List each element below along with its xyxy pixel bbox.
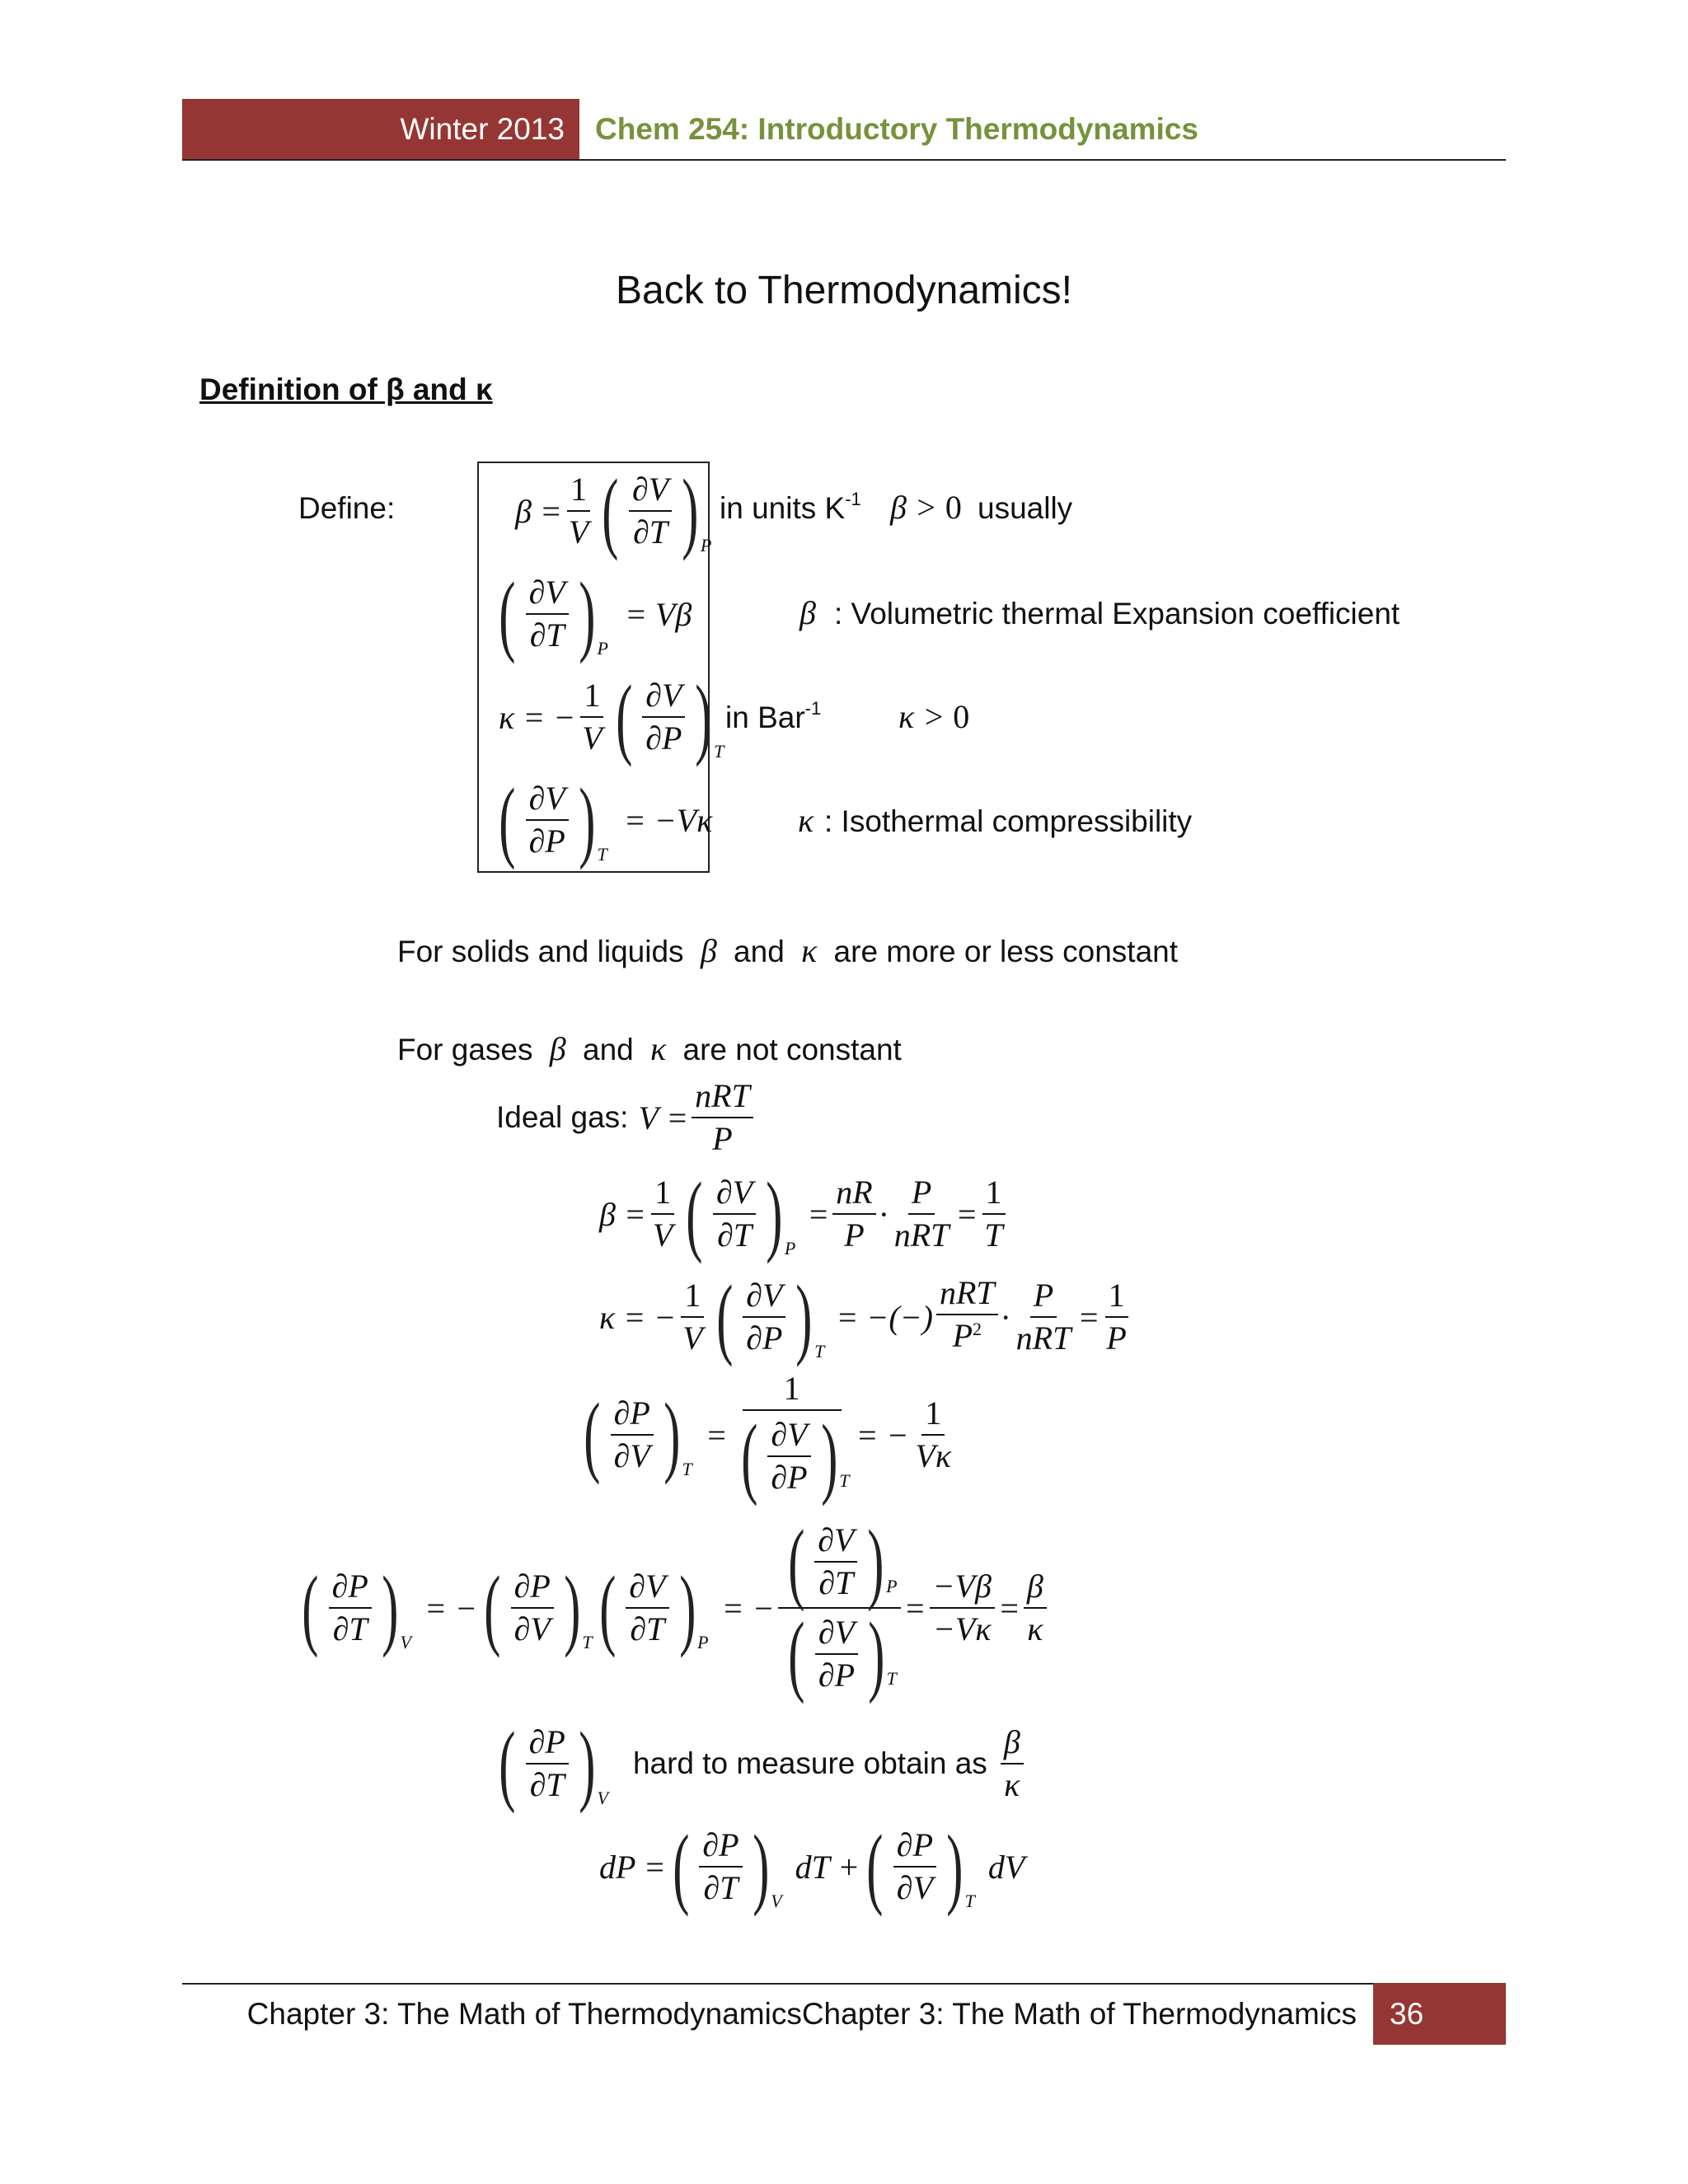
kappa-units: in Bar$^{-1}$: [725, 698, 822, 734]
eq-dvdt: ( $\frac{\partial V}{\partial T}$ ) P = Vβ: [499, 564, 692, 664]
kappa-symbol: κ: [798, 802, 814, 839]
solids-line: For solids and liquids β and κ are more or less constant: [397, 932, 1179, 969]
kappa-description: : Isothermal compressibility: [824, 804, 1193, 838]
eq-kappa-def: κ = − $\frac{1}{V}$ ( $\frac{\partial V}{\partial P}$ ) T: [499, 667, 724, 767]
eq-dvdp: ( $\frac{\partial V}{\partial P}$ ) T = −Vκ: [499, 770, 713, 870]
section-heading: Definition of β and κ: [199, 373, 493, 406]
gases-line: For gases β and κ are not constant: [397, 1030, 902, 1067]
kappa-positive: κ > 0: [898, 698, 970, 735]
eq-beta-ideal: β = $\frac{1}{V}$ ( $\frac{\partial V}{\partial T}$ ) P = $\frac{nR}{P}$ · $\frac{P}{\text{nRT}}$ = $\frac{1}{T}$: [599, 1169, 1010, 1259]
eq-dpdv: ( $\frac{\partial P}{\partial V}$ ) T = 1 ( $\frac{\partial V}{\partial P}$ ) T = − $\frac{1}{V\kappa}$: [584, 1370, 952, 1507]
beta-usually: usually: [978, 491, 1073, 525]
eq-beta-def: β = $\frac{1}{V}$ ( $\frac{\partial V}{\partial T}$ ) P: [515, 461, 712, 561]
page-number: 36: [1390, 1997, 1424, 2031]
beta-symbol: β: [799, 594, 816, 631]
beta-units: in units $K^{-1}$: [720, 489, 861, 525]
beta-positive: β > 0: [890, 489, 962, 526]
footer-chapter: Chapter 3: The Math of ThermodynamicsChapter 3: The Math of Thermodynamics: [246, 1997, 1357, 2031]
eq-ideal-gas: Ideal gas: V = $\frac{\text{nRT}}{P}$: [496, 1076, 757, 1160]
header-semester: Winter 2013: [400, 112, 565, 146]
define-label: Define:: [298, 491, 396, 525]
eq-kappa-ideal: κ = − $\frac{1}{V}$ ( $\frac{\partial V}{\partial P}$ ) T = −(−) $\frac{\text{nRT}}{P^2}$ · $\frac{P}{\text{nRT}}$ = $\frac{1}{P}$: [599, 1267, 1127, 1367]
page-title: Back to Thermodynamics!: [616, 269, 1072, 312]
header-course-title: Chem 254: Introductory Thermodynamics: [595, 112, 1198, 146]
header-rule: [182, 159, 1506, 161]
beta-description: : Volumetric thermal Expansion coefficient: [834, 597, 1400, 630]
hard-to-measure-line: ( $\frac{\partial P}{\partial T}$ ) V hard to measure obtain as $\frac{\beta}{\kappa}$: [492, 1718, 1027, 1809]
eq-dp-differential: dP = ( $\frac{\partial P}{\partial T}$ ) V dT + ( $\frac{\partial P}{\partial V}$ ) T dV: [599, 1816, 1025, 1917]
eq-dpdt-triple: ( $\frac{\partial P}{\partial T}$ ) V = − ( $\frac{\partial P}{\partial V}$ ) T ( $\frac{\partial V}{\partial T}$ ) P = − ( $\frac{\partial V}{\partial T}$ ) P ( $\frac{\partial V}{\partial P}$ ) T = $\frac{-V\beta}{-V\kappa}$ = $\frac{\beta}{\kappa}$: [295, 1516, 1050, 1699]
